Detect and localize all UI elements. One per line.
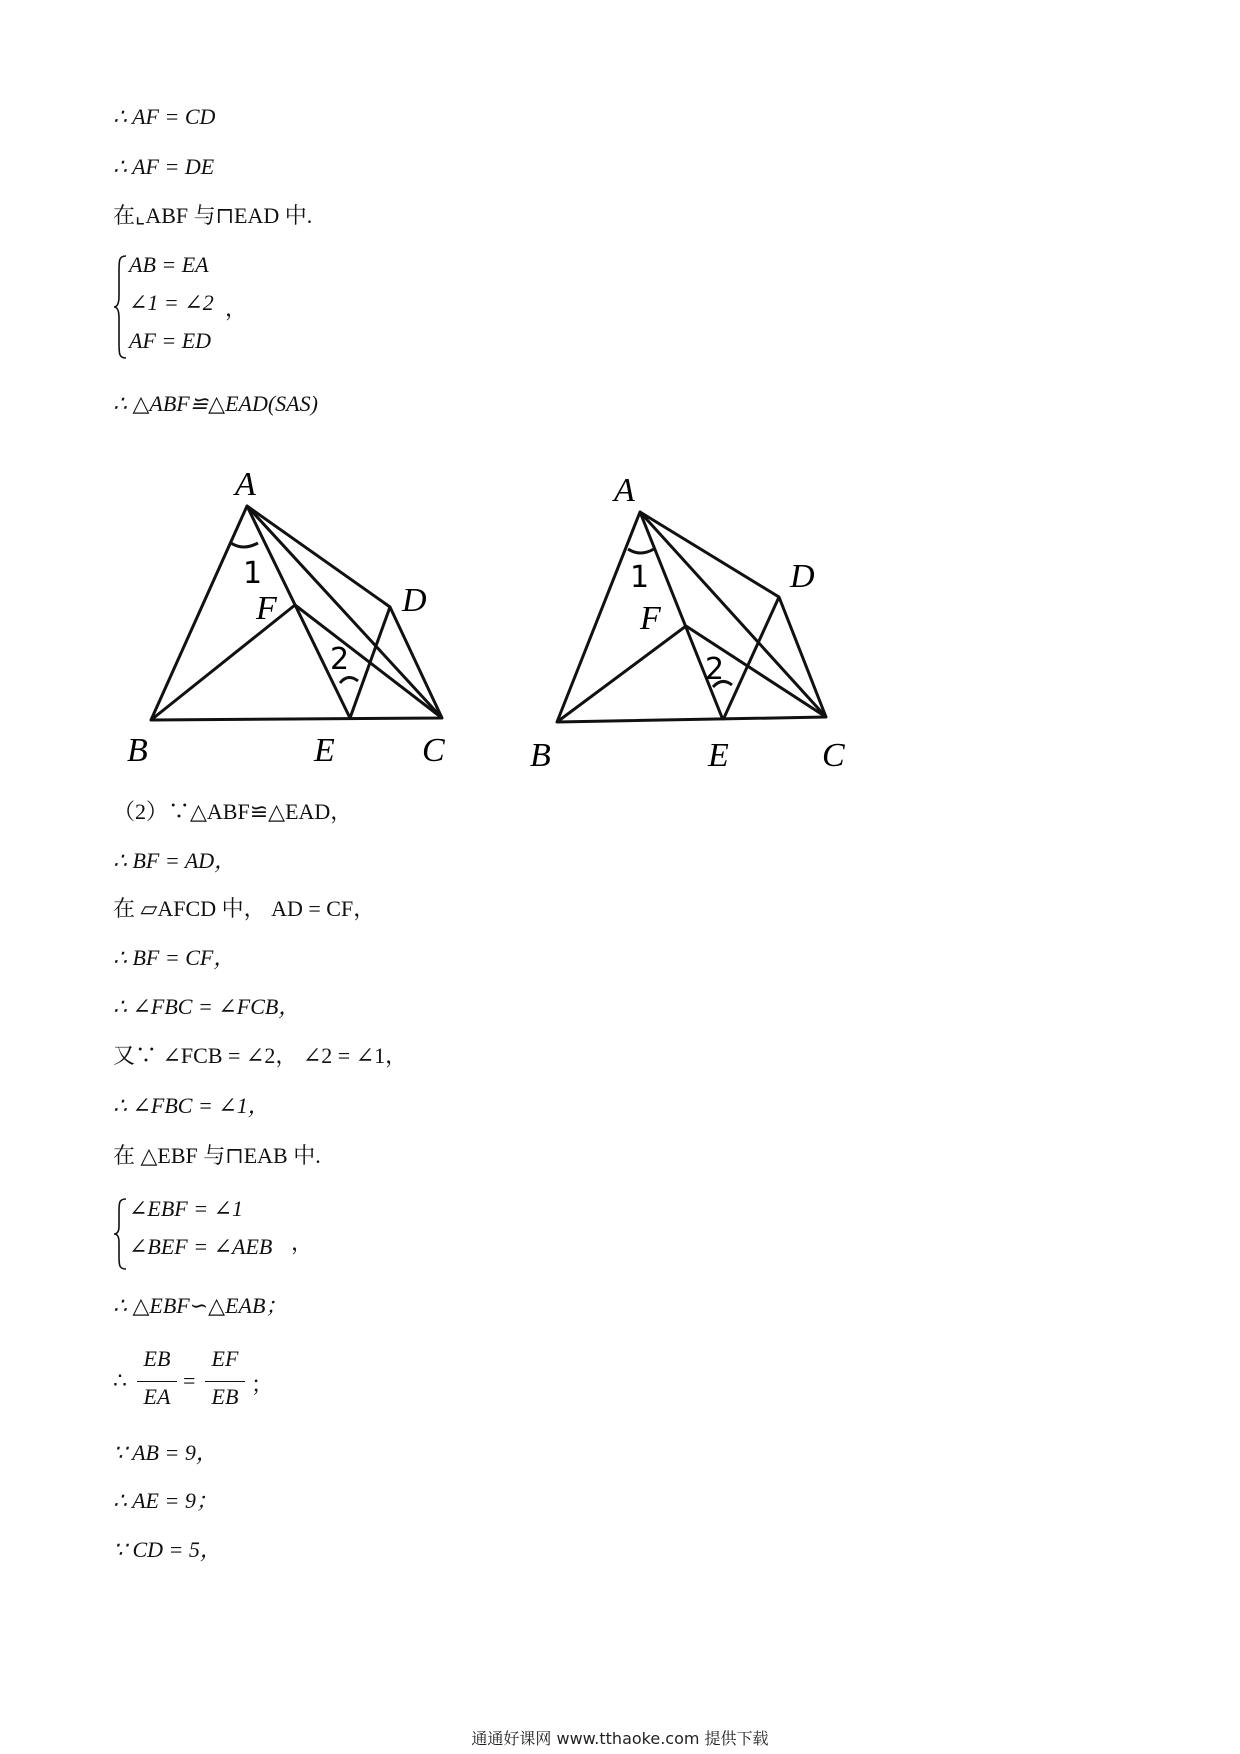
page-footer: 通通好课网 www.tthaoke.com 提供下载 — [471, 1729, 769, 1748]
fraction-suffix: ； — [251, 1372, 274, 1397]
label-c: C — [422, 732, 445, 769]
label-f: F — [640, 600, 661, 637]
fraction-equation — [113, 1346, 373, 1416]
system-row: AF = ED — [129, 328, 212, 353]
equation-system-2 — [113, 1196, 373, 1272]
proof-line: 又∵ ∠FCB = ∠2， ∠2 = ∠1， — [113, 1043, 408, 1068]
figure-2 — [557, 512, 826, 722]
label-c: C — [822, 737, 845, 774]
label-angle-2: 2 — [330, 642, 350, 677]
proof-line: ∴ ∠FBC = ∠FCB， — [113, 994, 301, 1019]
label-b: B — [127, 732, 148, 769]
proof-line: ∴ AE = 9； — [113, 1488, 218, 1513]
system-row: AB = EA — [129, 252, 209, 277]
label-angle-1: 1 — [630, 560, 650, 595]
proof-line: ∵ CD = 5， — [113, 1537, 222, 1562]
fraction-prefix: ∴ — [113, 1368, 127, 1393]
label-f: F — [256, 590, 277, 627]
label-e: E — [708, 737, 729, 774]
proof-line: （2）∵△ABF≌△EAD， — [113, 799, 353, 824]
label-angle-2: 2 — [705, 652, 725, 687]
fraction-bar — [205, 1381, 245, 1382]
proof-line: ∴ AF = CD — [113, 104, 216, 129]
proof-line: ∴ BF = CF， — [113, 945, 236, 970]
label-a: A — [235, 466, 256, 503]
label-angle-1: 1 — [243, 556, 263, 591]
equation-system-1 — [113, 252, 313, 362]
label-d: D — [402, 582, 427, 619]
label-e: E — [314, 732, 335, 769]
proof-line: ∴ △ABF≌△EAD(SAS) — [113, 391, 318, 416]
fraction-denominator: EA — [143, 1384, 171, 1409]
proof-line: 在⌞ABF 与⊓EAD 中. — [113, 203, 313, 228]
label-d: D — [790, 558, 815, 595]
fraction-numerator: EF — [211, 1346, 239, 1371]
proof-line: 在 △EBF 与⊓EAB 中. — [113, 1143, 321, 1168]
system-tail: ， — [225, 296, 248, 321]
system-row: ∠1 = ∠2 — [129, 290, 214, 315]
proof-line: ∴ AF = DE — [113, 154, 215, 179]
geometry-figures — [0, 455, 900, 785]
left-brace-icon — [113, 1196, 129, 1272]
fraction-equals: = — [183, 1368, 196, 1393]
left-brace-icon — [113, 252, 129, 362]
label-a: A — [614, 472, 635, 509]
fraction-numerator: EB — [143, 1346, 171, 1371]
proof-line: ∵ AB = 9， — [113, 1440, 218, 1465]
system-row: ∠BEF = ∠AEB — [129, 1234, 273, 1259]
figure-1 — [151, 506, 442, 720]
system-tail: ， — [291, 1230, 314, 1255]
proof-line: 在 ▱AFCD 中， AD = CF， — [113, 896, 376, 921]
proof-line: ∴ △EBF∽△EAB； — [113, 1293, 288, 1318]
proof-line: ∴ ∠FBC = ∠1， — [113, 1093, 270, 1118]
fraction-denominator: EB — [211, 1384, 239, 1409]
fraction-bar — [137, 1381, 177, 1382]
system-row: ∠EBF = ∠1 — [129, 1196, 244, 1221]
proof-line: ∴ BF = AD， — [113, 848, 237, 873]
label-b: B — [530, 737, 551, 774]
